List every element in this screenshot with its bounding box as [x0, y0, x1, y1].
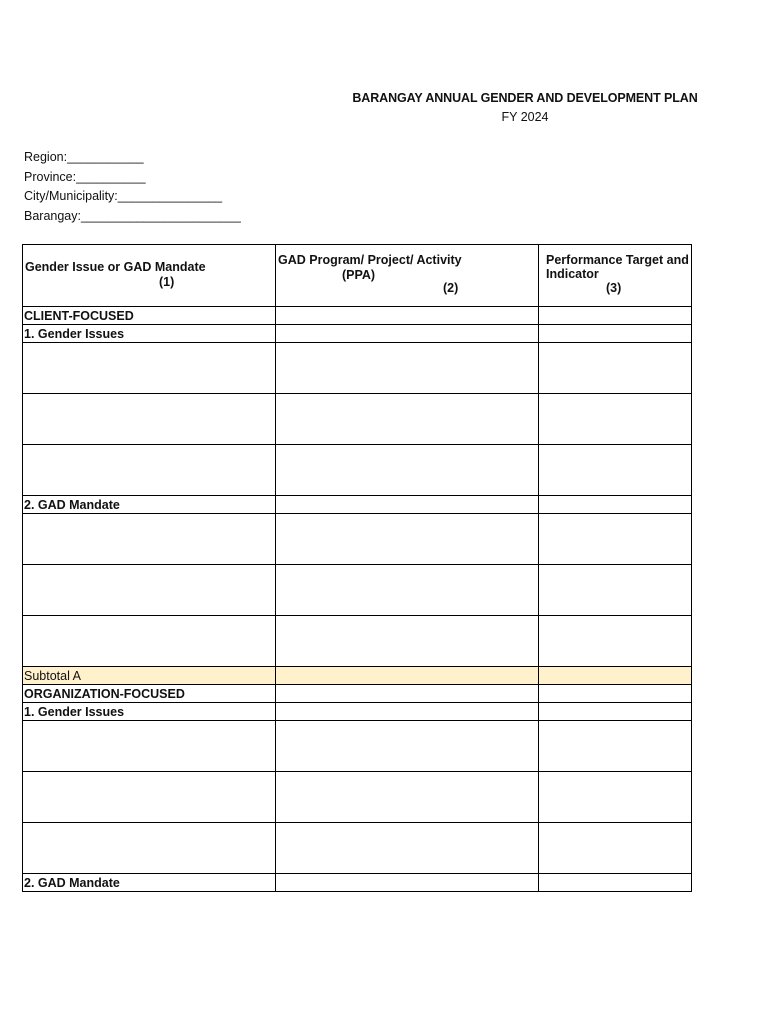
table-cell[interactable] [276, 445, 539, 496]
section-row [23, 307, 692, 325]
table-cell[interactable] [23, 343, 276, 394]
table-cell[interactable] [276, 394, 539, 445]
table-cell[interactable] [23, 823, 276, 874]
col3-label: Performance Target and Indicator [546, 253, 689, 281]
subtotal-row [23, 667, 692, 685]
region-field[interactable]: Region:___________ [24, 150, 144, 164]
section-row [23, 325, 692, 343]
table-cell[interactable] [23, 445, 276, 496]
col-header-ppa [276, 245, 539, 307]
table-cell[interactable] [276, 772, 539, 823]
section-row [23, 496, 692, 514]
table-cell[interactable] [276, 874, 539, 892]
table-cell[interactable] [539, 616, 692, 667]
table-row [23, 616, 692, 667]
table-cell[interactable] [23, 772, 276, 823]
col-header-performance [539, 245, 692, 307]
gad-plan-table [22, 244, 692, 892]
table-cell[interactable] [539, 772, 692, 823]
organization-focused-label: ORGANIZATION-FOCUSED [23, 685, 276, 703]
table-cell[interactable] [539, 721, 692, 772]
section-row [23, 874, 692, 892]
table-cell[interactable] [539, 685, 692, 703]
gad-mandate-label: 2. GAD Mandate [23, 496, 276, 514]
table-row [23, 772, 692, 823]
col2-number: (2) [443, 281, 459, 295]
col1-number: (1) [159, 275, 175, 289]
col3-number: (3) [606, 281, 622, 295]
table-cell[interactable] [276, 667, 539, 685]
table-cell[interactable] [539, 565, 692, 616]
table-cell[interactable] [539, 703, 692, 721]
section-row [23, 703, 692, 721]
city-municipality-field[interactable]: City/Municipality:_______________ [24, 189, 223, 203]
table-cell[interactable] [23, 514, 276, 565]
table-cell[interactable] [276, 616, 539, 667]
table-cell[interactable] [276, 823, 539, 874]
table-row [23, 343, 692, 394]
col2-label-ppa: (PPA) [342, 268, 376, 282]
table-row [23, 394, 692, 445]
table-cell[interactable] [539, 823, 692, 874]
table-cell[interactable] [276, 496, 539, 514]
table-cell[interactable] [276, 565, 539, 616]
table-cell[interactable] [23, 616, 276, 667]
table-cell[interactable] [539, 496, 692, 514]
table-cell[interactable] [539, 325, 692, 343]
fiscal-year: FY 2024 [501, 110, 549, 124]
table-cell[interactable] [276, 685, 539, 703]
table-cell[interactable] [23, 394, 276, 445]
table-cell[interactable] [539, 445, 692, 496]
table-cell[interactable] [276, 325, 539, 343]
location-fields [24, 148, 241, 226]
table-cell[interactable] [23, 565, 276, 616]
province-field[interactable]: Province:__________ [24, 169, 146, 184]
col1-label: Gender Issue or GAD Mandate [25, 260, 206, 274]
table-cell[interactable] [276, 721, 539, 772]
table-cell[interactable] [539, 874, 692, 892]
section-row [23, 685, 692, 703]
table-cell[interactable] [276, 514, 539, 565]
table-cell[interactable] [23, 721, 276, 772]
gender-issues-label: 1. Gender Issues [23, 703, 276, 721]
col-header-gender-issue [23, 245, 276, 307]
table-row [23, 514, 692, 565]
table-row [23, 565, 692, 616]
header-row [23, 245, 692, 307]
col2-label: GAD Program/ Project/ Activity [278, 253, 462, 267]
table-cell[interactable] [539, 394, 692, 445]
table-cell[interactable] [539, 667, 692, 685]
client-focused-label: CLIENT-FOCUSED [23, 307, 276, 325]
table-cell[interactable] [276, 703, 539, 721]
table-row [23, 721, 692, 772]
table-cell[interactable] [276, 343, 539, 394]
barangay-field[interactable]: Barangay:_______________________ [24, 208, 241, 223]
table-row [23, 823, 692, 874]
gad-mandate-label: 2. GAD Mandate [23, 874, 276, 892]
table-row [23, 445, 692, 496]
subtotal-a-label: Subtotal A [23, 667, 276, 685]
table-cell[interactable] [539, 307, 692, 325]
table-cell[interactable] [539, 343, 692, 394]
table-cell[interactable] [276, 307, 539, 325]
table-cell[interactable] [539, 514, 692, 565]
plan-title: BARANGAY ANNUAL GENDER AND DEVELOPMENT PLAN [352, 91, 698, 105]
gender-issues-label: 1. Gender Issues [23, 325, 276, 343]
